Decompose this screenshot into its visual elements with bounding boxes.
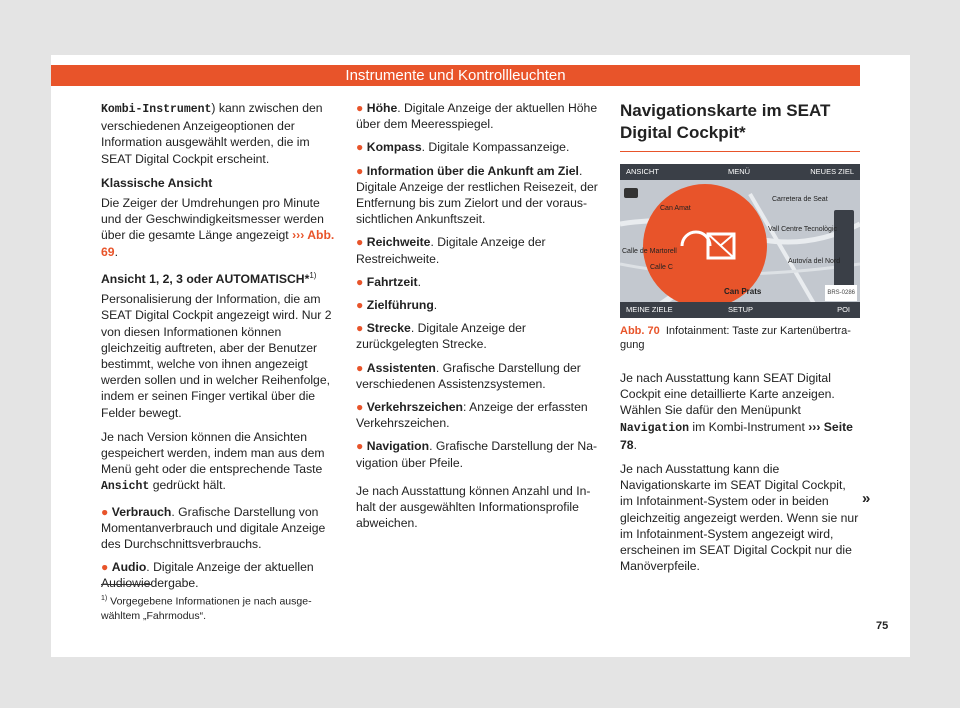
- column-middle: [356, 100, 598, 539]
- new-destination-tab[interactable]: NEUES ZIEL: [810, 167, 854, 176]
- footnote-marker: 1): [309, 270, 317, 280]
- map-label: Carretera de Seat: [772, 196, 828, 203]
- column-left: Kombi-Instrument) kann zwischen den verschiedenen Anzeigeoptionen der Information ausgewählt werden, die im SEAT Digital Cockpit erscheint. Klassische Ansicht Die Zeiger der Umdrehungen pro Minute und der Geschwindigkeitsmesser werden über die gesamte Länge angezeigt ››› Abb. 69. Ansicht 1, 2, 3 oder AUTOMATISCH*$^{1)}$ Personalisierung der Information, die am SEAT Digital Cockpit angezeigt wird. Nur 2 von diesen Informationen können gleichzeitig auftreten, aber der Benutzer bestimmt, welche von ihnen angezeigt werden sollen und in welcher Reihenfolge, indem er seinen Finger vertikal über die Felder bewegt. Je nach Version können die Ansichten gespeichert werden, indem man aus dem Menü geht oder die entsprechende Taste Ansicht gedrückt hält. ● Verbrauch. Grafische Darstellung von Momentanverbrauch und digitale Anzeige des Durchschnittsverbrauchs. ● Audio. Digitale Anzeige der aktuellen Audiowiedergabe.: [101, 100, 341, 599]
- list-item: ● Verkehrszeichen: Anzeige der erfassten Verkehrszeichen.: [356, 400, 588, 431]
- map-bottom-bar: [620, 302, 860, 318]
- page-number: 75: [876, 620, 889, 632]
- setup-tab[interactable]: SETUP: [728, 305, 754, 314]
- list-item: ● Assistenten. Grafische Darstellung der verschiedenen Assistenzsystemen.: [356, 360, 581, 391]
- page-header: Instrumente und Kontrollleuchten: [51, 65, 860, 86]
- kombi-instrument-key: Kombi-Instrument: [101, 103, 212, 116]
- menu-tab[interactable]: MENÜ: [728, 167, 751, 176]
- list-item: ● Verbrauch. Grafische Darstellung von Momentanverbrauch und digitale Anzeige des Durchschnittsverbrauchs.: [101, 504, 326, 551]
- list-item: ● Audio. Digitale Anzeige der aktuellen Audiowiedergabe.: [101, 560, 314, 591]
- list-item: ● Reichweite. Digitale Anzeige der Restreichweite.: [356, 235, 546, 266]
- figure-caption: Abb. 70 Infotainment: Taste zur Kartenübertragung: [620, 325, 851, 351]
- continue-icon: »: [862, 490, 871, 507]
- map-top-bar: [620, 164, 860, 180]
- map-label: Autovía del Nord: [788, 258, 841, 265]
- poi-tab[interactable]: POI: [837, 305, 850, 314]
- list-item: ● Kompass. Digitale Kompassanzeige.: [356, 140, 570, 155]
- ansicht-tab[interactable]: ANSICHT: [626, 167, 659, 176]
- ansicht-key: Ansicht: [101, 480, 150, 494]
- list-item: ● Höhe. Digitale Anzeige der aktuellen Höhe über dem Meeresspiegel.: [356, 101, 598, 132]
- page-reference-78[interactable]: ››› Seite 78: [620, 419, 853, 452]
- footnote: $^{1)}$ Vorgegebene Informationen je nach ausgewähltem „Fahrmodus“.: [101, 595, 312, 622]
- footnote-divider: [101, 584, 151, 585]
- map-label: Can Prats: [724, 287, 762, 296]
- map-label: Vall Centre Tecnològic: [768, 226, 838, 233]
- section-title: Navigationskarte im SEAT Digital Cockpit*: [620, 100, 860, 152]
- my-destinations-tab[interactable]: MEINE ZIELE: [626, 305, 673, 314]
- heading-view-options: Ansicht 1, 2, 3 oder AUTOMATISCH*$^{1)}$: [101, 270, 317, 286]
- column-right: Navigationskarte im SEAT Digital Cockpit* ANSICHT MENÜ NEUES ZIEL MEINE ZIELE SETUP POI Can Amat Carretera de Seat Vall Centre Tecnològic Calle de Martorell Autovía del Nord Can Prats Calle C BRS-0286 Abb. 70 Infotainment: Taste zur Kartenübertragung Je nach Ausstattung kann SEAT Digital Cockpit eine detaillierte Karte anzeigen. Wählen Sie dafür den Menüpunkt Navigation im Kombi-Instrument ››› Seite 78. Je nach Ausstattung kann die Navigationskarte im SEAT Digital Cockpit, im Infotainment-System oder in beiden gleichzeitig angezeigt werden. Wenn sie nur im Infotainment-System angezeigt wird, erscheinen im SEAT Digital Cockpit nur die Manöverpfeile.: [620, 101, 859, 574]
- map-label: Calle C: [650, 264, 673, 271]
- navigation-map-figure: [620, 164, 860, 318]
- list-item: ● Fahrtzeit.: [356, 274, 421, 289]
- list-item: ● Navigation. Grafische Darstellung der Navigation über Pfeile.: [356, 439, 598, 470]
- list-item: ● Strecke. Digitale Anzeige der zurückgelegten Strecke.: [356, 321, 526, 352]
- navigation-key: Navigation: [620, 421, 690, 435]
- map-label: Calle de Martorell: [622, 248, 677, 255]
- list-item: ● Information über die Ankunft am Ziel. Digitale Anzeige der restlichen Reisezeit, der Entfernung bis zum Zielort und der voraussichtlichen Ankunftszeit.: [356, 163, 598, 227]
- map-label: Can Amat: [660, 205, 691, 212]
- figure-code: BRS-0286: [825, 285, 857, 301]
- list-item: ● Zielführung.: [356, 298, 438, 313]
- heading-classic-view: Klassische Ansicht: [101, 175, 213, 190]
- closing-paragraph: Je nach Ausstattung können Anzahl und Inhalt der ausgewählten Informationsprofile abweichen.: [356, 483, 591, 531]
- figure-reference-69[interactable]: ››› Abb. 69: [101, 228, 335, 259]
